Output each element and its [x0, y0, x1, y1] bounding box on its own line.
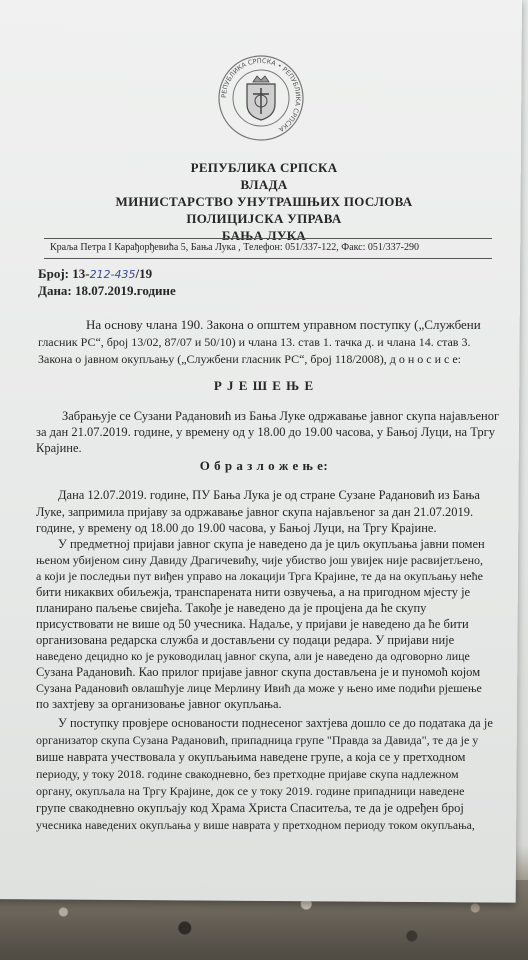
reasoning-line: наведено децидно ко је руководилац јавног скупа, али је наведено да одговорно лице: [36, 649, 470, 663]
reasoning-line: учесника наведених окупљања у више наврата у претходном периоду током окупљања,: [36, 818, 475, 832]
preamble-line: На основу члана 190. Закона о општем управном поступку („Службени: [86, 317, 481, 332]
reasoning-title: О б р а з л о ж е њ е:: [199, 458, 329, 473]
reasoning-line: њеном убијеном сину Давиду Драгичевићу, чије убиство још увијек није расвијетљено,: [36, 553, 483, 567]
reasoning-line: Луке, запримила пријаву за одржавање јавног скупа најављеног за дан 21.07.2019.: [36, 505, 474, 519]
header-city: БАЊА ЛУКА: [221, 228, 307, 243]
decision-title: Р Ј Е Ш Е Њ Е: [213, 378, 315, 393]
header-republic: РЕПУБЛИКА СРПСКА: [190, 160, 338, 175]
reasoning-line: Сузана Радановић. Као прилог пријаве јавног скупа достављена је и пуномоћ којом: [36, 665, 481, 679]
header-rule-top: [44, 238, 492, 239]
reasoning-line: организована редарска служба и достављени су подаци редара. У пријави није: [36, 633, 455, 647]
reference-number-handwritten: 212-435: [89, 268, 136, 281]
preamble-line: гласник РС“, број 13/02, 87/07 и 50/10) и члана 13. став 1. тачка д. и члана 14. став 3.: [38, 335, 471, 349]
reasoning-line: Дана 12.07.2019. године, ПУ Бања Лука је од стране Сузане Радановић из Бања: [58, 488, 480, 502]
reasoning-line: У предметној пријави јавног скупа је наведено да је циљ окупљања јавни помен: [58, 537, 485, 551]
header-police-department: ПОЛИЦИЈСКА УПРАВА: [186, 211, 342, 226]
reasoning-line: периоду, у току 2018. године свакодневно, без претходне пријаве скупа надлежном: [36, 767, 459, 781]
reasoning-line: а који је последњи пут виђен управо на локацији Трга Крајине, те да на окупљању неће: [36, 569, 483, 583]
reference-date: Дана: 18.07.2019.године: [38, 283, 176, 298]
reasoning-line: присуствовати не више од 50 учесника. Надаље, у пријави је наведено да ће бити: [36, 617, 469, 631]
address-line: Краља Петра I Карађорђевића 5, Бања Лука , Телефон: 051/337-122, Факс: 051/337-290: [50, 242, 419, 253]
reasoning-line: године, у времену од 18.00 до 19.00 часова, у Бањој Луци, на Тргу Крајине.: [36, 521, 437, 535]
reasoning-line: по захтјеву за организовање јавног окупљања.: [36, 697, 282, 711]
decision-line: Забрањује се Сузани Радановић из Бања Луке одржавање јавног скупа најављеног: [62, 409, 500, 423]
reference-number: [38, 266, 152, 282]
reasoning-line: У поступку провјере основаности поднесеног захтјева дошло се до података да је: [58, 716, 493, 730]
reasoning-line: планирано паљење свијећа. Такође је наведено да је процјена да ће скупу: [36, 601, 427, 615]
decision-line: Крајине.: [36, 441, 82, 455]
reasoning-line: Сузана Радановић овлашћује лице Мерлину Ивић да може у њено име подићи рјешење: [36, 681, 482, 695]
reasoning-line: бити никаквих обиљежја, транспарената нити озвучења, а на пригодном мјесту је: [36, 585, 471, 599]
preamble-line: Закона о јавном окупљању („Службени гласник РС“, број 118/2008), д о н о с и с е:: [38, 352, 461, 366]
reasoning-line: органу, окупљала на Тргу Крајине, док се у току 2019. године припадници наведене: [36, 784, 465, 798]
decision-line: за дан 21.07.2019. године, у времену од у 18.00 до 19.00 часова, у Бањој Луци, на Тргу: [36, 425, 496, 439]
reference-number-label: Број: 13-: [38, 266, 90, 281]
reasoning-line: организатор скупа Сузана Радановић, припадница групе "Правда за Давида", те да је у: [36, 733, 479, 747]
header-ministry: МИНИСТАРСТВО УНУТРАШЊИХ ПОСЛОВА: [115, 194, 413, 209]
reference-number-suffix: /19: [135, 266, 153, 281]
reasoning-line: више наврата учествовала у окупљањима наведене групе, а која се у претходном: [36, 750, 466, 764]
reasoning-line: групе свакодневно окупљају код Храма Христа Спаситеља, те да је одређен број: [36, 801, 464, 815]
coat-of-arms-seal-icon: [217, 54, 305, 142]
seal-ring-text: РЕПУБЛИКА СРПСКА • РЕПУБЛИКА СРПСКА: [219, 56, 303, 134]
header-government: ВЛАДА: [240, 177, 288, 192]
header-rule-bottom: [44, 258, 492, 259]
